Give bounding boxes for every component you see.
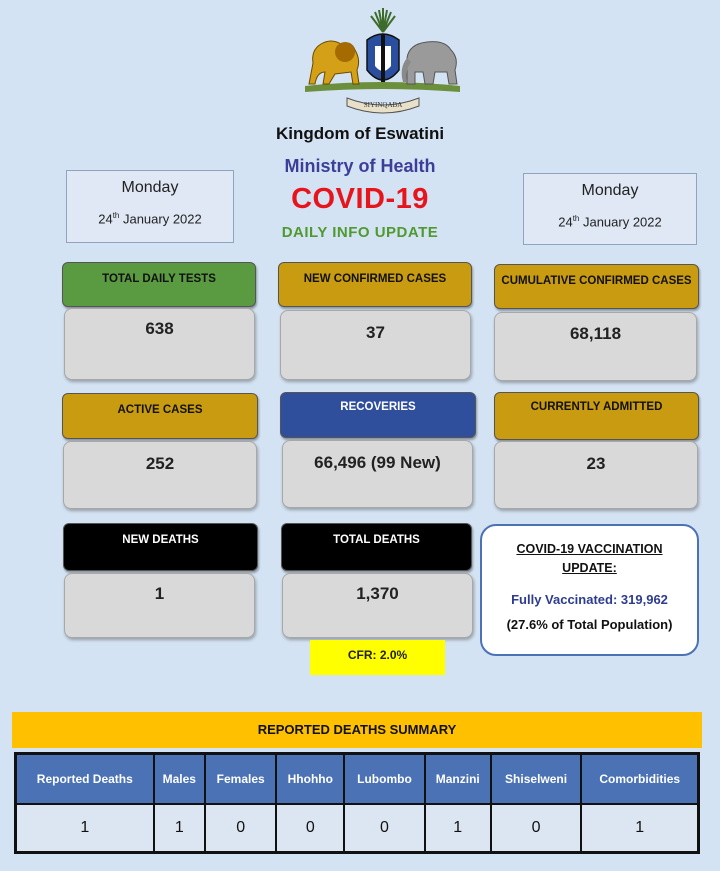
- date-left-date: 24th January 2022: [98, 211, 202, 227]
- date-right-date: 24th January 2022: [558, 214, 662, 230]
- currently-admitted-label: CURRENTLY ADMITTED: [494, 392, 699, 440]
- table-row: [16, 804, 699, 853]
- column-header: Hhohho: [276, 754, 344, 805]
- vaccination-title: COVID-19 VACCINATION UPDATE:: [516, 542, 663, 575]
- cumulative-confirmed-cases-value: 68,118: [494, 312, 697, 381]
- table-header-row: [16, 754, 699, 805]
- column-header: Males: [154, 754, 205, 805]
- column-header: Comorbidities: [581, 754, 698, 805]
- date-box-left: [66, 170, 234, 243]
- recoveries-label: RECOVERIES: [280, 392, 476, 438]
- table-cell: 0: [276, 804, 344, 853]
- new-confirmed-cases-value: 37: [280, 310, 471, 380]
- date-right-day: Monday: [581, 182, 639, 199]
- table-cell: 1: [154, 804, 205, 853]
- total-daily-tests-value: 638: [64, 308, 255, 380]
- cumulative-confirmed-cases-label: CUMULATIVE CONFIRMED CASES: [494, 264, 699, 309]
- column-header: Reported Deaths: [16, 754, 154, 805]
- table-cell: 0: [491, 804, 582, 853]
- date-box-right: [523, 173, 697, 245]
- active-cases-label: ACTIVE CASES: [62, 393, 258, 439]
- table-cell: 0: [344, 804, 425, 853]
- motto-text: SIYINQABA: [363, 101, 403, 109]
- kingdom-title: Kingdom of Eswatini: [275, 124, 445, 143]
- vaccination-percentage-text: (27.6% of Total Population): [506, 617, 673, 632]
- reported-deaths-summary-title: REPORTED DEATHS SUMMARY: [12, 712, 702, 748]
- date-left-day: Monday: [121, 179, 179, 196]
- recoveries-value: 66,496 (99 New): [282, 440, 473, 508]
- active-cases-value: 252: [63, 441, 257, 509]
- daily-update-title: DAILY INFO UPDATE: [281, 224, 439, 241]
- column-header: Females: [205, 754, 276, 805]
- coat-of-arms-icon: [295, 8, 470, 116]
- new-confirmed-cases-label: NEW CONFIRMED CASES: [278, 262, 472, 307]
- fully-vaccinated-text: Fully Vaccinated: 319,962: [511, 592, 668, 607]
- reported-deaths-table: [14, 752, 700, 854]
- total-deaths-value: 1,370: [282, 573, 473, 638]
- table-cell: 0: [205, 804, 276, 853]
- table-cell: 1: [425, 804, 491, 853]
- total-daily-tests-label: TOTAL DAILY TESTS: [62, 262, 256, 307]
- vaccination-update-box: [480, 524, 699, 656]
- table-cell: 1: [16, 804, 154, 853]
- new-deaths-label: NEW DEATHS: [63, 523, 258, 571]
- new-deaths-value: 1: [64, 573, 255, 638]
- column-header: Lubombo: [344, 754, 425, 805]
- currently-admitted-value: 23: [494, 441, 698, 509]
- total-deaths-label: TOTAL DEATHS: [281, 523, 472, 571]
- column-header: Manzini: [425, 754, 491, 805]
- cfr-badge: CFR: 2.0%: [310, 640, 445, 675]
- covid-title: COVID-19: [291, 183, 429, 215]
- column-header: Shiselweni: [491, 754, 582, 805]
- table-cell: 1: [581, 804, 698, 853]
- ministry-title: Ministry of Health: [284, 156, 436, 176]
